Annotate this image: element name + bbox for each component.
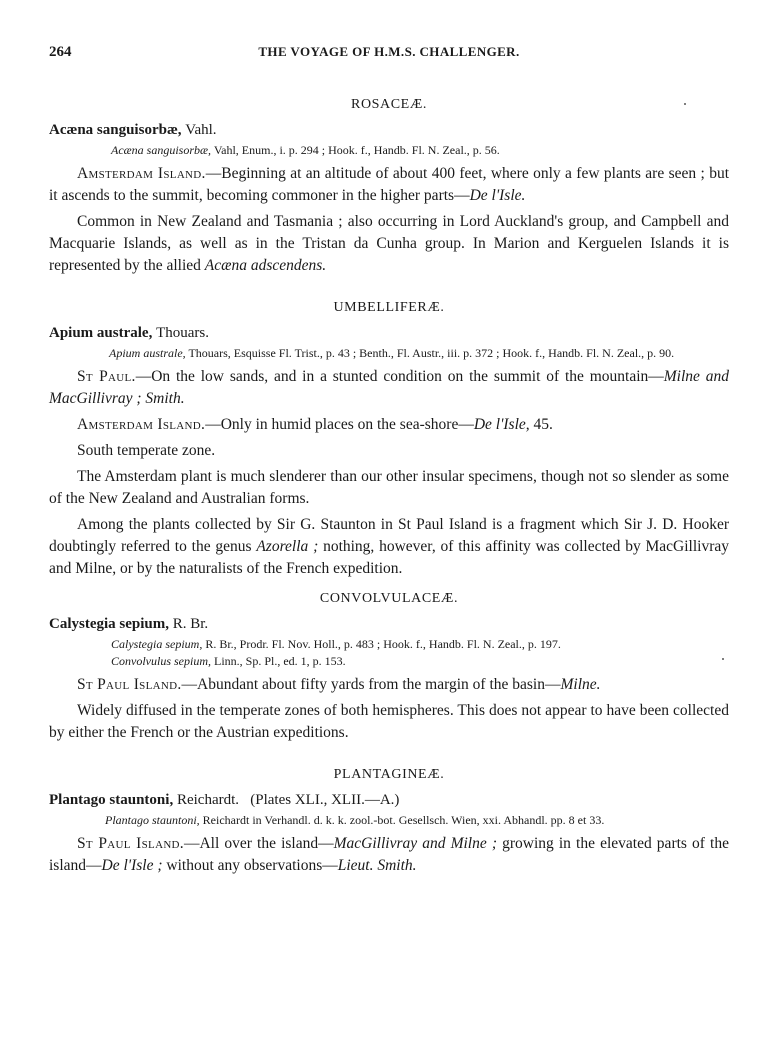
section-plantagineae xyxy=(49,766,729,877)
locality: St Paul. xyxy=(77,368,136,385)
reference-name: Apium australe, xyxy=(109,346,186,360)
collector: De l'Isle. xyxy=(469,187,526,204)
section-umbelliferae xyxy=(49,299,729,580)
page-number: 264 xyxy=(49,44,72,60)
reference-text: Vahl, Enum., i. p. 294 ; Hook. f., Handb. Fl. N. Zeal., p. 56. xyxy=(213,143,500,157)
reference-name: Plantago stauntoni, xyxy=(105,813,200,827)
family-heading: ROSACEÆ. xyxy=(351,97,427,112)
paragraph: Widely diffused in the temperate zones of both hemispheres. This does not appear to have been collected by either the French or the Austrian expeditions. xyxy=(49,702,729,741)
species-heading xyxy=(49,323,729,343)
paragraph-text: —Abundant about fifty yards from the margin of the basin— xyxy=(181,676,561,693)
family-heading: PLANTAGINEÆ. xyxy=(333,767,445,782)
species-heading xyxy=(49,120,729,140)
collector: MacGillivray and Milne ; xyxy=(333,835,497,852)
species-name: Calystegia sepium, xyxy=(49,616,169,632)
section-convolvulaceae xyxy=(49,590,729,744)
running-title: THE VOYAGE OF H.M.S. CHALLENGER. xyxy=(258,44,520,59)
page-body xyxy=(49,96,729,877)
section-gap xyxy=(49,744,729,766)
species-author: Reichardt. xyxy=(176,792,240,808)
genus-mention: Azorella ; xyxy=(256,538,319,555)
reference-name: Convolvulus sepium, xyxy=(111,654,211,668)
family-heading: UMBELLIFERÆ. xyxy=(333,300,445,315)
reference-line xyxy=(49,345,729,362)
reference-text: Linn., Sp. Pl., ed. 1, p. 153. xyxy=(214,654,346,668)
reference-text: Thouars, Esquisse Fl. Trist., p. 43 ; Benth., Fl. Austr., iii. p. 372 ; Hook. f., Handb. Fl. N. Zeal., p. 90. xyxy=(188,346,675,360)
species-author: R. Br. xyxy=(172,616,209,632)
paragraph-text: —Only in humid places on the sea-shore— xyxy=(205,416,474,433)
family-heading: CONVOLVULACEÆ. xyxy=(319,591,459,606)
paragraph-text: growing in the elevated parts of the island— xyxy=(49,835,729,874)
paragraph-text: —All over the island— xyxy=(183,835,334,852)
reference-text: R. Br., Prodr. Fl. Nov. Holl., p. 483 ; Hook. f., Handb. Fl. N. Zeal., p. 197. xyxy=(205,637,561,651)
species-name: Apium australe, xyxy=(49,325,153,341)
species-name: Plantago stauntoni, xyxy=(49,792,174,808)
section-gap xyxy=(49,580,729,590)
species-author: Thouars. xyxy=(156,325,209,341)
section-gap xyxy=(49,277,729,299)
species-mention: Acæna adscendens. xyxy=(204,257,327,274)
reference-line xyxy=(49,142,729,159)
paragraph-text: —On the low sands, and in a stunted condition on the summit of the mountain— xyxy=(135,368,664,385)
paragraph xyxy=(49,514,729,580)
paragraph-text: without any observations— xyxy=(166,857,338,874)
paragraph xyxy=(49,366,729,410)
collector: Milne and MacGillivray ; Smith. xyxy=(49,368,730,407)
collector: De l'Isle ; xyxy=(101,857,163,874)
collector: De l'Isle, xyxy=(473,416,530,433)
locality: Amsterdam Island. xyxy=(77,416,206,433)
species-name: Acæna sanguisorbæ, xyxy=(49,122,182,138)
paragraph xyxy=(49,163,729,207)
paragraph-text: Among the plants collected by Sir G. Staunton in St Paul Island is a fragment which Sir J. D. Hooker doubtingly referred to the genus xyxy=(49,516,729,555)
page-header xyxy=(49,44,729,64)
paragraph-text: —Beginning at an altitude of about 400 feet, where only a few plants are seen ; but it ascends to the summit, becoming commoner in the higher parts— xyxy=(49,165,730,204)
reference-text: Reichardt in Verhandl. d. k. k. zool.-bot. Gesellsch. Wien, xxi. Abhandl. pp. 8 et 33. xyxy=(202,813,605,827)
reference-line xyxy=(49,812,729,829)
paragraph: The Amsterdam plant is much slenderer than our other insular specimens, though not so slender as some of the New Zealand and Australian forms. xyxy=(49,468,729,507)
locality: Amsterdam Island. xyxy=(77,165,206,182)
section-rosaceae xyxy=(49,96,729,277)
reference-line xyxy=(49,653,729,670)
reference-line xyxy=(49,636,729,653)
collector: Lieut. Smith. xyxy=(337,857,417,874)
paragraph xyxy=(49,833,729,877)
locality: St Paul Island. xyxy=(77,676,182,693)
species-heading xyxy=(49,614,729,634)
reference-name: Calystegia sepium, xyxy=(111,637,203,651)
species-heading xyxy=(49,790,729,810)
paragraph-text: Common in New Zealand and Tasmania ; also occurring in Lord Auckland's group, and Campbell and Macquarie Islands, as well as in the Tristan da Cunha group. In Marion and Kerguelen Islands it is represented by the allied xyxy=(49,213,729,274)
paragraph-text: nothing, however, of this affinity was collected by MacGillivray and Milne, or by the naturalists of the French expedition. xyxy=(49,538,729,577)
reference-name: Acæna sanguisorbæ, xyxy=(111,143,212,157)
collector: Milne. xyxy=(560,676,601,693)
plates-reference: (Plates XLI., XLII.—A.) xyxy=(250,792,400,808)
paragraph: South temperate zone. xyxy=(77,442,216,459)
specimen-number: 45. xyxy=(533,416,553,433)
paragraph xyxy=(49,674,729,696)
paragraph xyxy=(49,211,729,277)
paragraph xyxy=(49,414,729,436)
locality: St Paul Island. xyxy=(77,835,184,852)
species-author: Vahl. xyxy=(185,122,217,138)
